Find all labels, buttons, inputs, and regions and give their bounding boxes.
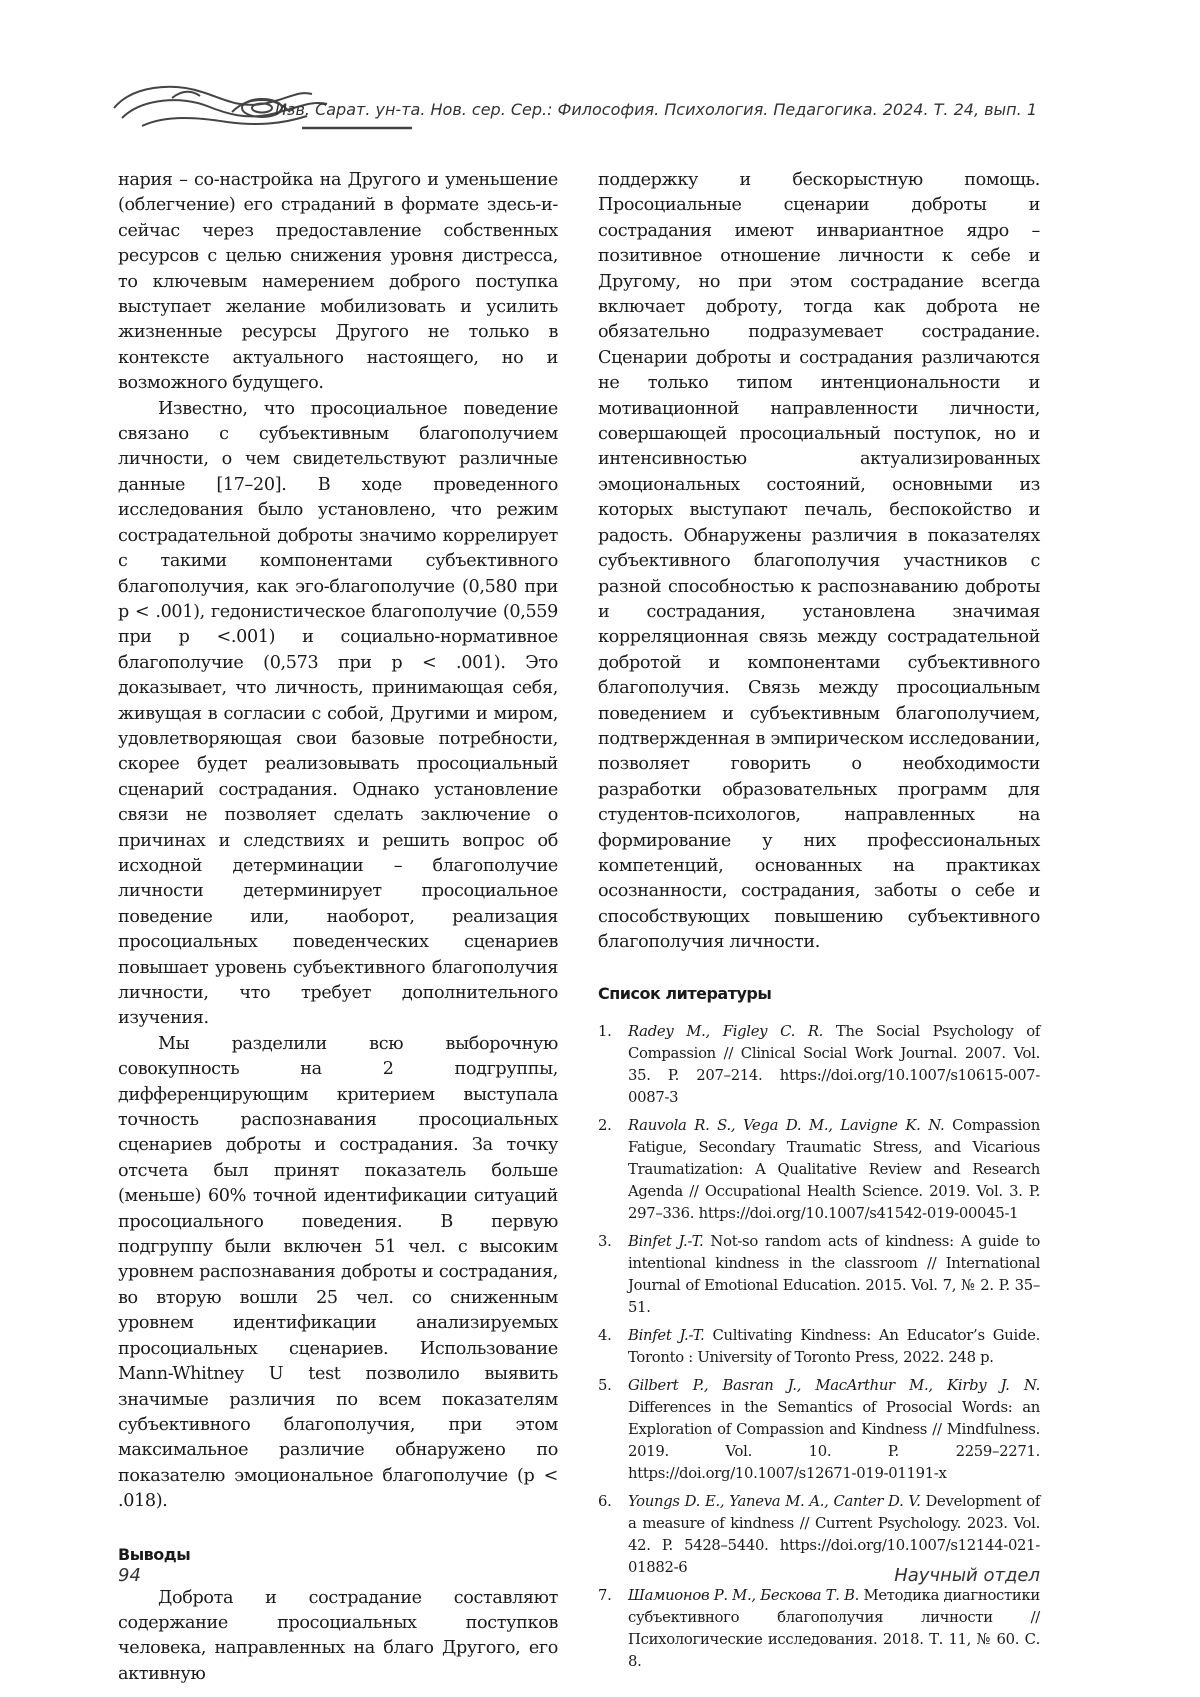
reference-text: Cultivating Kindness: An Educator’s Guide. Toronto : University of Toronto Press, 2022. 248 p.: [628, 1326, 1040, 1366]
right-column: [598, 168, 1040, 1679]
conclusions-heading: Выводы: [118, 1544, 191, 1564]
reference-text: Development of a measure of kindness // Current Psychology. 2023. Vol. 42. P. 5428–5440. https://doi.org/10.1007/s12144-021-01882-6: [628, 1492, 1040, 1576]
reference-item: [598, 1231, 1040, 1319]
section-name: Научный отдел: [894, 1565, 1040, 1586]
paragraph: нария – со-настройка на Другого и уменьшение (облегчение) его страданий в формате здесь-и-сейчас через предоставление собственных ресурсов с целью снижения уровня дистресса, то ключевым намерением доброго поступка выступает желание мобилизовать и усилить жизненные ресурсы Другого не только в контексте актуального настоящего, но и возможного будущего.: [118, 170, 558, 394]
reference-text: Методика диагностики субъективного благополучия личности // Психологические исследования. 2018. Т. 11, № 60. С. 8.: [628, 1586, 1040, 1670]
reference-authors: Radey M., Figley C. R.: [628, 1022, 824, 1040]
running-header: [112, 78, 1037, 138]
reference-text: The Social Psychology of Compassion // Clinical Social Work Journal. 2007. Vol. 35. P. 207–214. https://doi.org/10.1007/s10615-007-0087-3: [628, 1022, 1041, 1106]
reference-number: 1.: [598, 1022, 612, 1040]
reference-text: Compassion Fatigue, Secondary Traumatic Stress, and Vicarious Traumatization: A Qualitative Review and Research Agenda // Occupational Health Science. 2019. Vol. 3. P. 297–336. https://doi.org/10.1007/s41542-019-00045-1: [628, 1116, 1040, 1222]
reference-item: [598, 1325, 1040, 1369]
reference-number: 7.: [598, 1586, 612, 1604]
reference-number: 3.: [598, 1232, 612, 1250]
paragraph: Доброта и сострадание составляют содержание просоциальных поступков человека, направленных на благо Другого, его активную: [118, 1587, 558, 1684]
reference-item: [598, 1585, 1040, 1673]
page-number: 94: [118, 1565, 141, 1586]
reference-item: [598, 1021, 1040, 1109]
reference-text: Not-so random acts of kindness: A guide to intentional kindness in the classroom // International Journal of Emotional Education. 2015. Vol. 7, № 2. P. 35–51.: [628, 1232, 1040, 1316]
reference-authors: Rauvola R. S., Vega D. M., Lavigne K. N.: [628, 1116, 945, 1134]
left-column: [118, 168, 558, 1687]
reference-authors: Binfet J.-T.: [628, 1232, 704, 1250]
reference-item: [598, 1115, 1040, 1225]
reference-authors: Шамионов Р. М., Бескова Т. В.: [628, 1586, 860, 1604]
reference-number: 6.: [598, 1492, 612, 1510]
reference-number: 2.: [598, 1116, 612, 1134]
paragraph: Известно, что просоциальное поведение связано с субъективным благополучием личности, о чем свидетельствуют различные данные [17–20]. В ходе проведенного исследования было установлено, что режим сострадательной доброты значимо коррелирует с такими компонентами субъективного благополучия, как эго-благополучие (0,580 при p < .001), гедонистическое благополучие (0,559 при p <.001) и социально-нормативное благополучие (0,573 при p < .001). Это доказывает, что личность, принимающая себя, живущая в согласии с собой, Другими и миром, удовлетворяющая свои базовые потребности, скорее будет реализовывать просоциальный сценарий сострадания. Однако установление связи не позволяет сделать заключение о причинах и следствиях и решить вопрос об исходной детерминации – благополучие личности детерминирует просоциальное поведение или, наоборот, реализация просоциальных поведенческих сценариев повышает уровень субъективного благополучия личности, что требует дополнительного изучения.: [118, 398, 558, 1029]
reference-number: 5.: [598, 1376, 612, 1394]
reference-number: 4.: [598, 1326, 612, 1344]
references-heading: Список литературы: [598, 983, 772, 1003]
journal-title: Изв. Сарат. ун-та. Нов. сер. Сер.: Философия. Психология. Педагогика. 2024. Т. 24, вып. 1: [274, 100, 1037, 119]
reference-authors: Youngs D. E., Yaneva M. A., Canter D. V.: [628, 1492, 921, 1510]
reference-authors: Binfet J.-T.: [628, 1326, 705, 1344]
reference-text: Differences in the Semantics of Prosocial Words: an Exploration of Compassion and Kindness // Mindfulness. 2019. Vol. 10. P. 2259–2271. https://doi.org/10.1007/s12671-019-01191-x: [628, 1398, 1040, 1482]
paragraph: поддержку и бескорыстную помощь. Просоциальные сценарии доброты и сострадания имеют инвариантное ядро – позитивное отношение личности к себе и Другому, но при этом сострадание всегда включает доброту, тогда как доброта не обязательно подразумевает сострадание. Сценарии доброты и сострадания различаются не только типом интенциональности и мотивационной направленности личности, совершающей просоциальный поступок, но и интенсивностью актуализированных эмоциональных состояний, основными из которых выступают печаль, беспокойство и радость. Обнаружены различия в показателях субъективного благополучия участников с разной способностью к распознаванию доброты и сострадания, установлена значимая корреляционная связь между сострадательной добротой и компонентами субъективного благополучия. Связь между просоциальным поведением и субъективным благополучием, подтвержденная в эмпирическом исследовании, позволяет говорить о необходимости разработки образовательных программ для студентов-психологов, направленных на формирование у них профессиональных компетенций, основанных на практиках осознанности, сострадания, заботы о себе и способствующих повышению субъективного благополучия личности.: [598, 170, 1040, 953]
reference-authors: Gilbert P., Basran J., MacArthur M., Kirby J. N.: [628, 1376, 1040, 1394]
paragraph: Мы разделили всю выборочную совокупность на 2 подгруппы, дифференцирующим критерием выступала точность распознавания просоциальных сценариев доброты и сострадания. За точку отсчета был принят показатель больше (меньше) 60% точной идентификации ситуаций просоциального поведения. В первую подгруппу были включен 51 чел. с высоким уровнем распознавания доброты и сострадания, во вторую вошли 25 чел. со сниженным уровнем идентификации анализируемых просоциальных сценариев. Использование Mann-Whitney U test позволило выявить значимые различия по всем показателям субъективного благополучия, при этом максимальное различие обнаружено по показателю эмоциональное благополучие (p < .018).: [118, 1033, 558, 1512]
reference-item: [598, 1375, 1040, 1485]
